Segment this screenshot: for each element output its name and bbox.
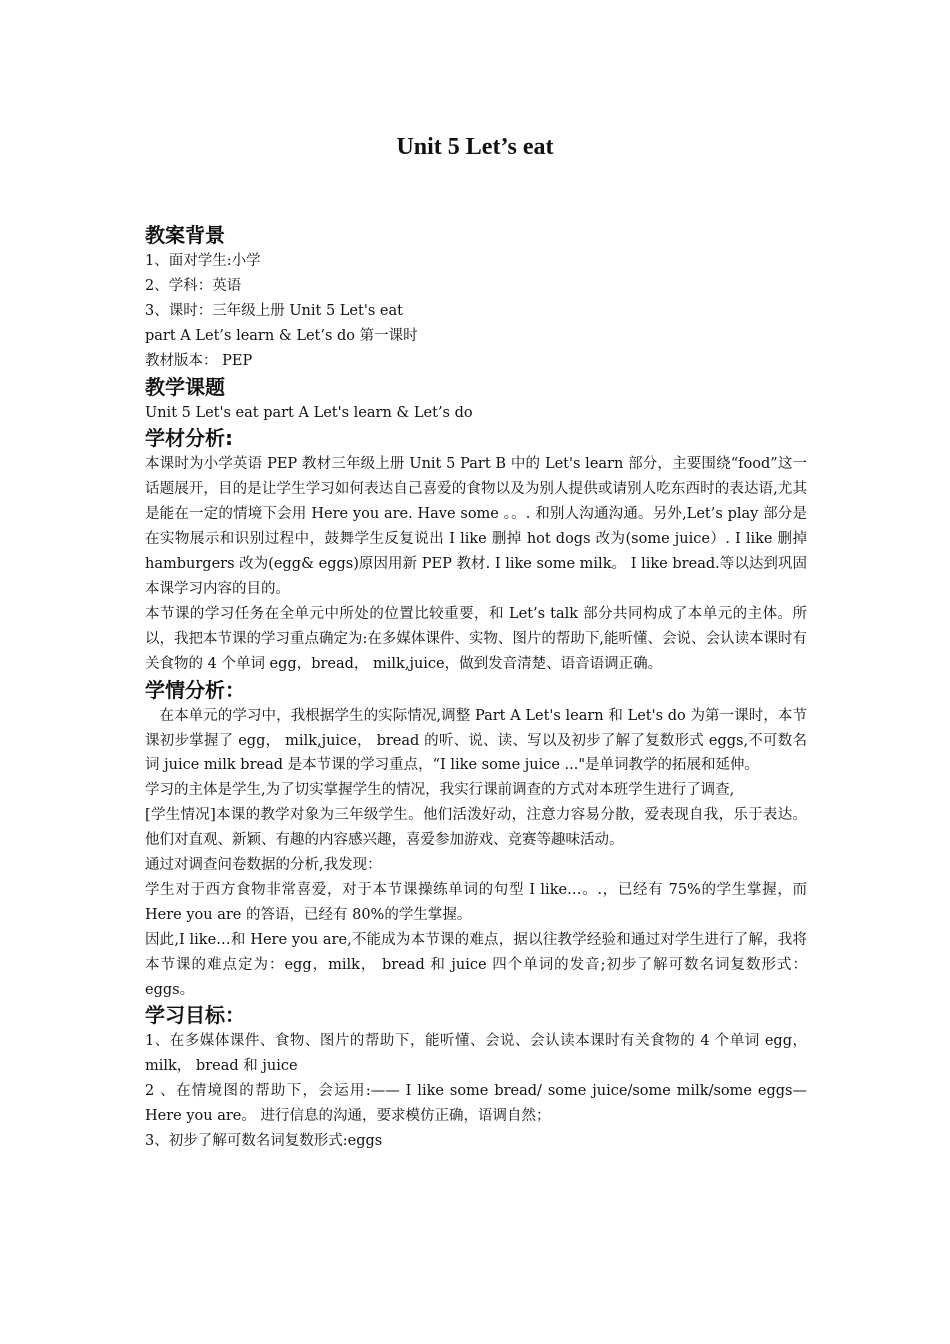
paragraph: 学生对于西方食物非常喜爱，对于本节课操练单词的句型 I like…。.，已经有 75%的学生掌握，而 Here you are 的答语，已经有 80%的学生掌握。 <box>145 881 807 923</box>
paragraph: Unit 5 Let's eat part A Let's learn & Let’s do <box>145 404 473 421</box>
paragraph: 本节课的学习任务在全单元中所处的位置比较重要，和 Let’s talk 部分共同构成了本单元的主体。所以，我把本节课的学习重点确定为:在多媒体课件、实物、图片的帮助下,能听懂、会说、会认读本课时有关食物的 4 个单词 egg，bread， milk,juice，做到发音清楚、语音语调正确。 <box>145 605 807 672</box>
document-body <box>145 222 807 1154</box>
paragraph: 2 、在情境图的帮助下，会运用:—— I like some bread/ some juice/some milk/some eggs—Here you are。 进行信息的沟通，要求模仿正确，语调自然； <box>145 1083 807 1125</box>
section-lesson-topic <box>145 374 807 426</box>
paragraph: 在本单元的学习中，我根据学生的实际情况,调整 Part A Let's learn 和 Let's do 为第一课时，本节课初步掌握了 egg， milk,juice， bread 的听、说、读、写以及初步了解了复数形式 eggs,不可数名词 juice milk bread 是本节课的学习重点，“I like some juice ..."是单词教学的拓展和延伸。 <box>145 707 807 774</box>
section-lesson-background <box>145 222 807 374</box>
section-heading: 学材分析: <box>145 426 233 451</box>
paragraph: [学生情况]本课的教学对象为三年级学生。他们活泼好动，注意力容易分散，爱表现自我，乐于表达。他们对直观、新颖、有趣的内容感兴趣，喜爱参加游戏、竞赛等趣味活动。 <box>145 807 807 849</box>
document-title: Unit 5 Let’s eat <box>396 134 554 160</box>
paragraph: 通过对调查问卷数据的分析,我发现： <box>145 857 382 874</box>
paragraph: 1、在多媒体课件、食物、图片的帮助下，能听懂、会说、会认读本课时有关食物的 4 个单词 egg，milk， bread 和 juice <box>145 1033 807 1075</box>
paragraph: 1、面对学生:小学 <box>145 253 261 269</box>
paragraph: 本课时为小学英语 PEP 教材三年级上册 Unit 5 Part B 中的 Let's learn 部分，主要围绕“food”这一话题展开，目的是让学生学习如何表达自己喜爱的食物以及为别人提供或请别人吃东西时的表达语,尤其是能在一定的情境下会用 Here you are. Have some 。。. 和别人沟通沟通。另外,Let’s play 部分是在实物展示和识别过程中，鼓舞学生反复说出 I like 删掉 hot dogs 改为(some juice）. I like 删掉 hamburgers 改为(egg& eggs)原因用新 PEP 教材. I like some milk。 I like bread.等以达到巩固本课学习内容的目的。 <box>145 456 807 597</box>
paragraph: part A Let’s learn & Let’s do 第一课时 <box>145 327 418 344</box>
section-material-analysis <box>145 425 807 676</box>
section-student-analysis <box>145 677 807 1003</box>
section-heading: 学习目标： <box>145 1003 245 1028</box>
paragraph: 2、学科：英语 <box>145 277 242 294</box>
paragraph: 教材版本： PEP <box>145 352 253 369</box>
paragraph: 学习的主体是学生,为了切实掌握学生的情况，我实行课前调查的方式对本班学生进行了调查, <box>145 782 735 799</box>
paragraph: 3、课时：三年级上册 Unit 5 Let's eat <box>145 302 403 319</box>
section-heading: 教学课题 <box>145 374 225 399</box>
section-heading: 学情分析： <box>145 677 245 702</box>
section-heading: 教案背景 <box>145 223 225 247</box>
paragraph: 3、初步了解可数名词复数形式:eggs <box>145 1133 383 1150</box>
section-learning-objectives <box>145 1002 807 1154</box>
paragraph: 因此,I like…和 Here you are,不能成为本节课的难点，据以往教学经验和通过对学生进行了解，我将本节课的难点定为：egg，milk， bread 和 juice 四个单词的发音;初步了解可数名词复数形式：eggs。 <box>145 931 807 998</box>
